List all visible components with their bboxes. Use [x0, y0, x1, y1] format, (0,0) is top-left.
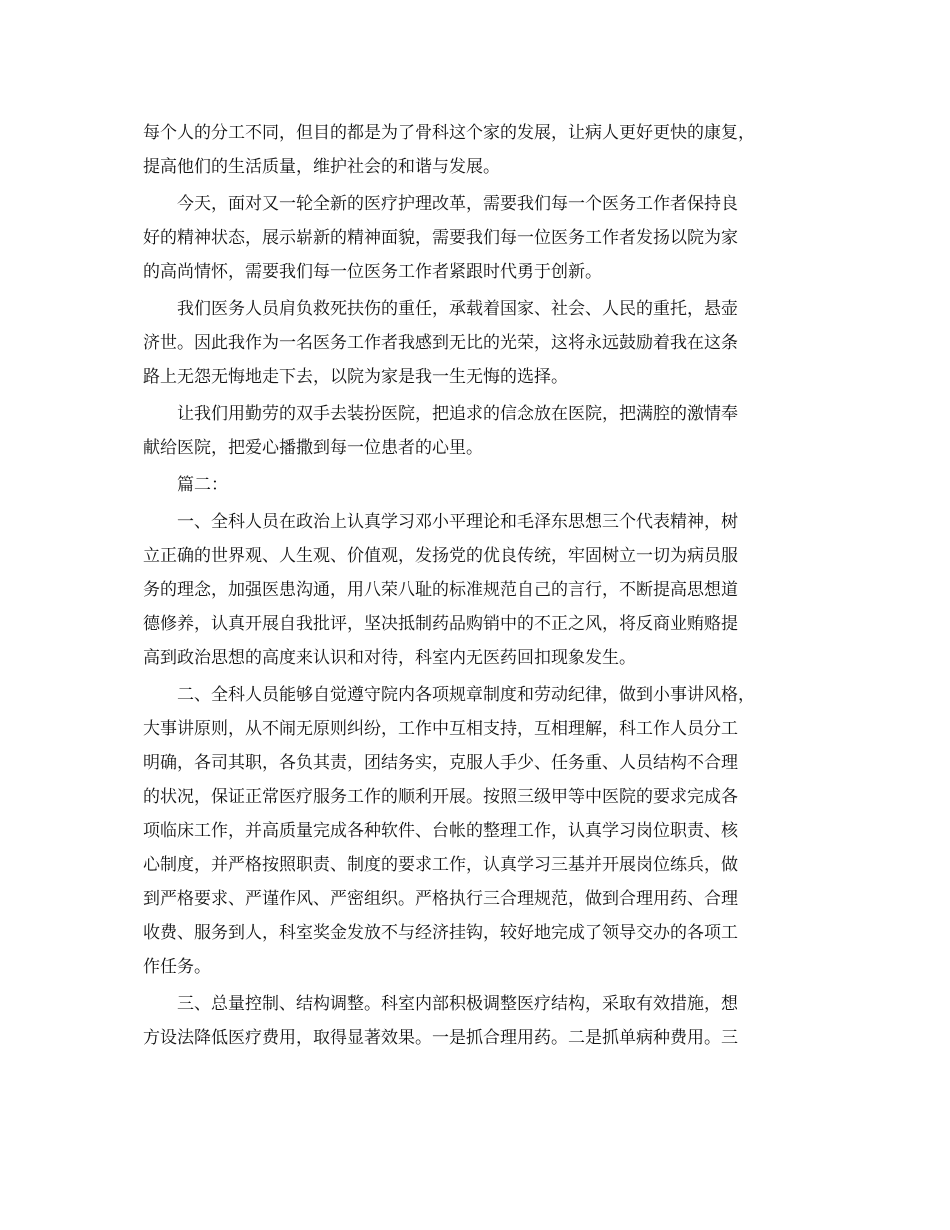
document-body — [143, 116, 803, 1058]
paragraph-dedication: 让我们用勤劳的双手去装扮医院，把追求的信念放在医院，把满腔的激情奉 献给医院，把爱心播撒到每一位患者的心里。 — [143, 404, 738, 458]
paragraph-item-three: 三、总量控制、结构调整。科室内部积极调整医疗结构，采取有效措施，想 方设法降低医疗费用，取得显著效果。一是抓合理用药。二是抓单病种费用。三 — [143, 994, 738, 1048]
paragraph-responsibility: 我们医务人员肩负救死扶伤的重任，承载着国家、社会、人民的重托，悬壶 济世。因此我作为一名医务工作者我感到无比的光荣，这将永远鼓励着我在这条 路上无怨无悔地走下去，以院为家是我一生无悔的选择。 — [143, 299, 738, 387]
paragraph-continuation: 每个人的分工不同，但目的都是为了骨科这个家的发展，让病人更好更快的康复， 提高他们的生活质量，维护社会的和谐与发展。 — [143, 123, 755, 177]
paragraph-medical-reform: 今天，面对又一轮全新的医疗护理改革，需要我们每一个医务工作者保持良 好的精神状态，展示崭新的精神面貌，需要我们每一位医务工作者发扬以院为家 的高尚情怀，需要我们每一位医务工作者紧跟时代勇于创新。 — [143, 194, 738, 282]
section-heading-part-two: 篇二： — [177, 475, 228, 495]
paragraph-item-one: 一、全科人员在政治上认真学习邓小平理论和毛泽东思想三个代表精神，树 立正确的世界观、人生观、价值观，发扬党的优良传统，牢固树立一切为病员服 务的理念，加强医患沟通，用八荣八耻的标准规范自己的言行，不断提高思想道 德修养，认真开展自我批评，坚决抵制药品购销中的不正之风，将反商业贿赂提 高到政治思想的高度来认识和对待，科室内无医药回扣现象发生。 — [143, 512, 738, 668]
paragraph-item-two: 二、全科人员能够自觉遵守院内各项规章制度和劳动纪律，做到小事讲风格， 大事讲原则，从不闹无原则纠纷，工作中互相支持，互相理解，科工作人员分工 明确，各司其职，各负其责，团结务实，克服人手少、任务重、人员结构不合理 的状况，保证正常医疗服务工作的顺利开展。按照三级甲等中医院的要求完成各 项临床工作，并高质量完成各种软件、台帐的整理工作，认真学习岗位职责、核 心制度，并严格按照职责、制度的要求工作，认真学习三基并开展岗位练兵，做 到严格要求、严谨作风、严密组织。严格执行三合理规范，做到合理用药、合理 收费、服务到人，科室奖金发放不与经济挂钩，较好地完成了领导交办的各项工 作任务。 — [143, 685, 755, 977]
